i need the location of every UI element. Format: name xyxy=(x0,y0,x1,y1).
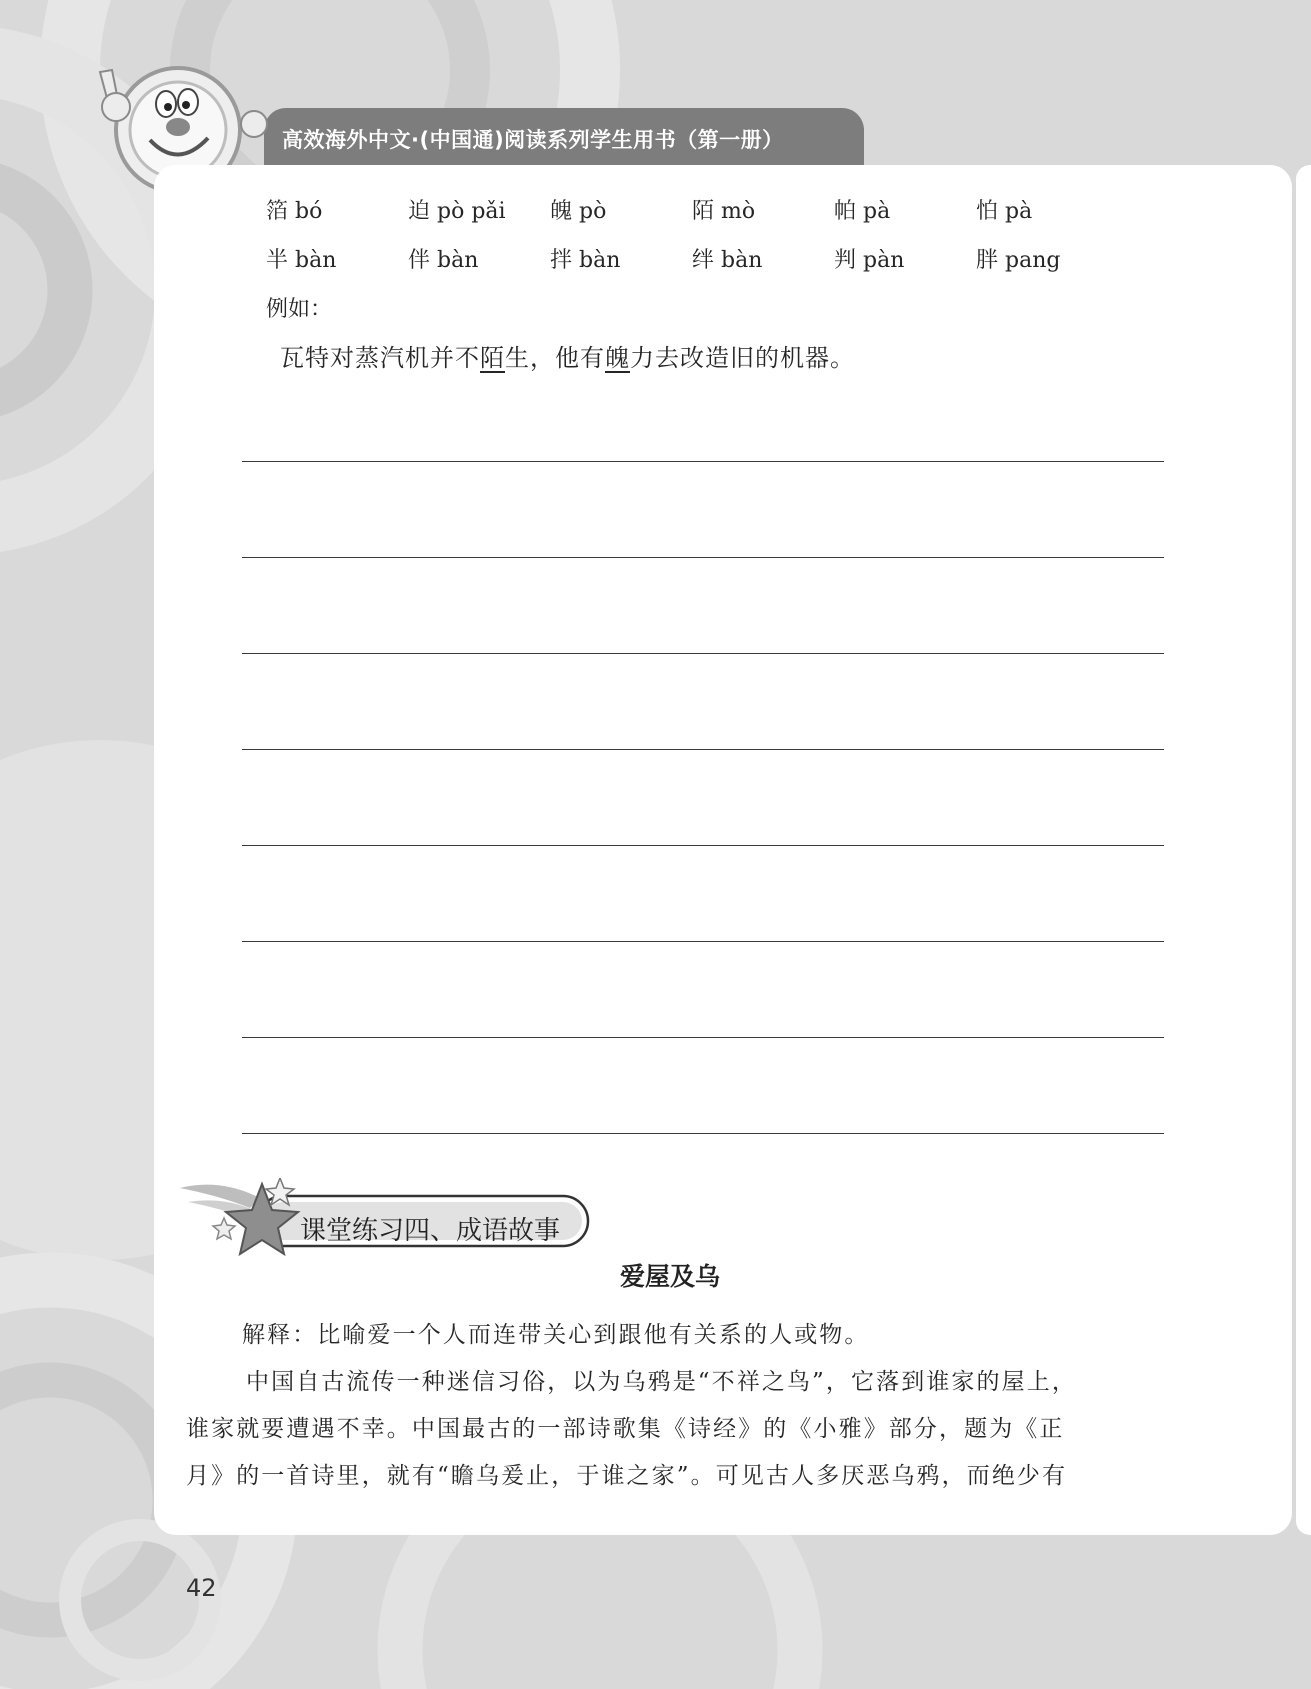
pinyin-row xyxy=(266,243,1126,279)
sentence-text: 力去改造旧的机器。 xyxy=(630,344,855,372)
pinyin-entry: 绊 bàn xyxy=(692,248,763,273)
pinyin-entry: 半 bàn xyxy=(266,248,337,273)
writing-line[interactable] xyxy=(242,1133,1164,1134)
pinyin-entry: 帕 pà xyxy=(834,199,891,224)
pinyin-entry: 陌 mò xyxy=(692,199,756,224)
page-edge-strip xyxy=(1296,165,1311,1535)
header-title: 高效海外中文·(中国通)阅读系列学生用书（第一册） xyxy=(282,128,784,152)
pinyin-entry: 拌 bàn xyxy=(550,248,621,273)
page-number: 42 xyxy=(186,1574,217,1602)
pinyin-entry: 胖 pang xyxy=(976,248,1061,273)
writing-line[interactable] xyxy=(242,1037,1164,1038)
pinyin-entry: 判 pàn xyxy=(834,248,905,273)
writing-line[interactable] xyxy=(242,461,1164,462)
section-label: 课堂练习四、成语故事 xyxy=(300,1216,561,1246)
writing-line[interactable] xyxy=(242,941,1164,942)
pinyin-entry: 怕 pà xyxy=(976,199,1033,224)
underlined-character: 陌 xyxy=(480,344,505,372)
paragraph-line: 谁家就要遭遇不幸。中国最古的一部诗歌集《诗经》的《小雅》部分，题为《正 xyxy=(186,1416,1065,1442)
sentence-text: 生，他有 xyxy=(505,344,605,372)
example-sentence xyxy=(280,338,855,373)
pinyin-entry: 箔 bó xyxy=(266,199,323,224)
sentence-text: 瓦特对蒸汽机并不 xyxy=(280,344,480,372)
pinyin-row xyxy=(266,194,1126,230)
paragraph-line: 月》的一首诗里，就有“瞻乌爰止，于谁之家”。可见古人多厌恶乌鸦，而绝少有 xyxy=(186,1463,1068,1489)
paragraph-line: 解释：比喻爱一个人而连带关心到跟他有关系的人或物。 xyxy=(242,1322,870,1348)
pinyin-entry: 迫 pò pǎi xyxy=(408,199,506,224)
pinyin-entry: 魄 pò xyxy=(550,199,607,224)
writing-line[interactable] xyxy=(242,653,1164,654)
story-title: 爱屋及乌 xyxy=(620,1262,721,1291)
example-label: 例如： xyxy=(266,297,333,322)
underlined-character: 魄 xyxy=(605,344,630,372)
writing-line[interactable] xyxy=(242,845,1164,846)
paragraph-line: 中国自古流传一种迷信习俗，以为乌鸦是“不祥之鸟”，它落到谁家的屋上， xyxy=(246,1369,1077,1395)
writing-line[interactable] xyxy=(242,557,1164,558)
writing-line[interactable] xyxy=(242,749,1164,750)
pinyin-entry: 伴 bàn xyxy=(408,248,479,273)
